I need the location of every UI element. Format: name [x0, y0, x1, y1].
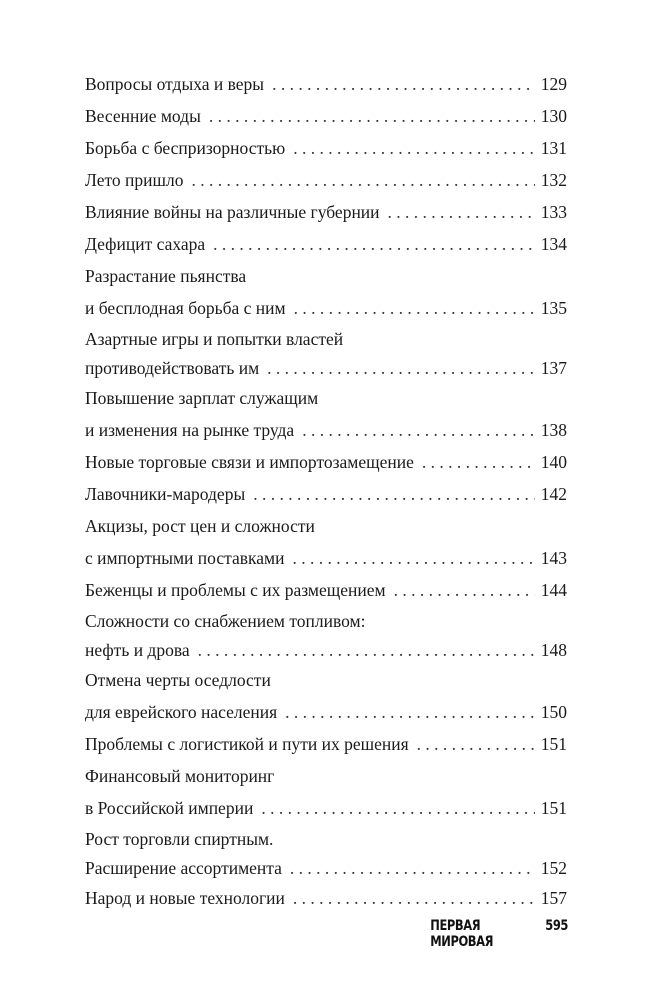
dot-leader — [294, 292, 535, 324]
toc-entry-page: 131 — [540, 138, 567, 158]
toc-entry-title: Сложности со снабжением топливом: — [85, 611, 366, 631]
dot-leader — [292, 542, 534, 574]
toc-entry-title: Весенние моды — [85, 106, 201, 126]
toc-entry-title-continued: противодействовать им — [85, 358, 260, 378]
toc-entry-title-continued: и изменения на рынке труда — [85, 420, 295, 440]
toc-entry-page: 150 — [540, 702, 567, 722]
toc-entry-title: Беженцы и проблемы с их размещением — [85, 580, 386, 600]
toc-entry-title: Лавочники-мародеры — [85, 484, 246, 504]
dot-leader — [272, 68, 535, 100]
dot-leader — [293, 882, 535, 914]
toc-entry-title: Влияние войны на различные губернии — [85, 202, 380, 222]
toc-entry-title-continued: в Российской империи — [85, 798, 254, 818]
toc-entry-page: 137 — [540, 358, 567, 378]
dot-leader — [198, 636, 535, 664]
dot-leader — [302, 414, 535, 446]
toc-entry[interactable] — [85, 478, 567, 510]
dot-leader — [253, 478, 535, 510]
dot-leader — [394, 574, 535, 606]
dot-leader — [192, 164, 535, 196]
dot-leader — [293, 132, 535, 164]
toc-entry-page: 140 — [540, 452, 567, 472]
dot-leader — [290, 854, 535, 882]
toc-entry-page: 134 — [540, 234, 567, 254]
toc-entry-page: 151 — [540, 734, 567, 754]
toc-entry-title-continued: и бесплодная борьба с ним — [85, 298, 286, 318]
toc-entry-title-continued: для еврейского населения — [85, 702, 278, 722]
toc-entry-title: Проблемы с логистикой и пути их решения — [85, 734, 409, 754]
toc-entry[interactable] — [85, 664, 567, 728]
toc-entry-title: Народ и новые технологии — [85, 888, 285, 908]
toc-entry-title: Лето пришло — [85, 170, 184, 190]
toc-entry-page: 130 — [540, 106, 567, 126]
toc-entry-title: Азартные игры и попытки властей — [85, 329, 344, 349]
toc-entry-page: 133 — [540, 202, 567, 222]
toc-entry-title-continued: нефть и дрова — [85, 640, 190, 660]
toc-entry-page: 138 — [540, 420, 567, 440]
dot-leader — [285, 696, 535, 728]
toc-entry-title: Вопросы отдыха и веры — [85, 74, 265, 94]
toc-entry[interactable] — [85, 260, 567, 324]
table-of-contents — [85, 68, 567, 914]
toc-entry-page: 135 — [540, 298, 567, 318]
toc-entry[interactable] — [85, 882, 567, 914]
page-number: 595 — [545, 918, 568, 934]
toc-entry-page: 142 — [540, 484, 567, 504]
toc-entry-title: Борьба с беспризорностью — [85, 138, 286, 158]
toc-entry-title: Финансовый мониторинг — [85, 766, 275, 786]
toc-entry[interactable] — [85, 164, 567, 196]
running-title: ПЕРВАЯ МИРОВАЯ — [430, 918, 494, 950]
toc-entry[interactable] — [85, 760, 567, 824]
toc-entry-title: Рост торговли спиртным. — [85, 829, 274, 849]
dot-leader — [209, 100, 535, 132]
toc-entry[interactable] — [85, 324, 567, 382]
dot-leader — [213, 228, 535, 260]
toc-entry-title: Акцизы, рост цен и сложности — [85, 516, 315, 536]
toc-entry[interactable] — [85, 196, 567, 228]
toc-entry-page: 151 — [540, 798, 567, 818]
dot-leader — [417, 728, 535, 760]
toc-entry-page: 157 — [540, 888, 567, 908]
toc-entry-page: 132 — [540, 170, 567, 190]
toc-entry-page: 143 — [540, 548, 567, 568]
toc-entry[interactable] — [85, 100, 567, 132]
toc-entry[interactable] — [85, 824, 567, 882]
toc-entry[interactable] — [85, 68, 567, 100]
dot-leader — [422, 446, 535, 478]
dot-leader — [388, 196, 535, 228]
toc-entry[interactable] — [85, 574, 567, 606]
toc-entry[interactable] — [85, 728, 567, 760]
toc-entry[interactable] — [85, 606, 567, 664]
toc-entry-title: Новые торговые связи и импортозамещение — [85, 452, 414, 472]
toc-entry-page: 152 — [540, 858, 567, 878]
toc-entry-title-continued: Расширение ассортимента — [85, 858, 282, 878]
toc-entry-title: Дефицит сахара — [85, 234, 206, 254]
toc-entry-page: 148 — [540, 640, 567, 660]
toc-entry[interactable] — [85, 510, 567, 574]
toc-entry[interactable] — [85, 228, 567, 260]
dot-leader — [261, 792, 534, 824]
toc-entry[interactable] — [85, 382, 567, 446]
toc-entry-title: Повышение зарплат служащим — [85, 388, 319, 408]
toc-entry-page: 129 — [540, 74, 567, 94]
page-footer — [430, 918, 568, 950]
toc-entry-page: 144 — [540, 580, 567, 600]
toc-entry[interactable] — [85, 132, 567, 164]
dot-leader — [267, 354, 535, 382]
toc-entry-title: Разрастание пьянства — [85, 266, 247, 286]
toc-entry[interactable] — [85, 446, 567, 478]
toc-entry-title: Отмена черты оседлости — [85, 670, 271, 690]
toc-entry-title-continued: с импортными поставками — [85, 548, 285, 568]
